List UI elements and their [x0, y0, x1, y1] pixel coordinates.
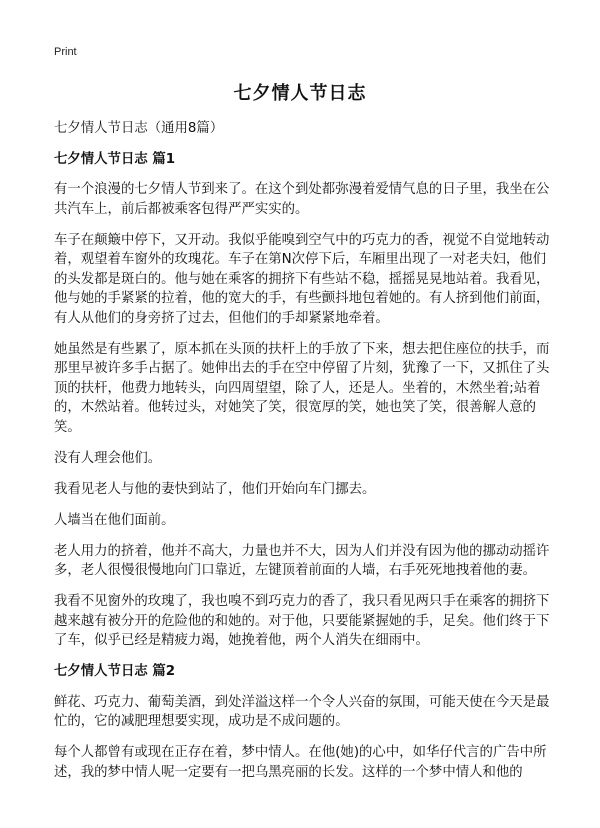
paragraph: 车子在颠簸中停下，又开动。我似乎能嗅到空气中的巧克力的香，视觉不自觉地转动着，观望着车窗外的玫瑰花。车子在第N次停下后，车厢里出现了一对老夫妇，他们的头发都是斑白的。他与她在乘客的拥挤下有些站不稳，摇摇晃晃地站着。我看见，他与她的手紧紧的拉着，他的宽大的手，有些颤抖地包着她的。有人挤到他们前面，有人从他们的身旁挤了过去，但他们的手却紧紧地牵着。 [54, 232, 550, 326]
paragraph: 我看见老人与他的妻快到站了，他们开始向车门挪去。 [54, 481, 376, 497]
print-label: Print [54, 46, 77, 58]
paragraph: 没有人理会他们。 [54, 450, 162, 466]
paragraph: 老人用力的挤着，他并不高大，力量也并不大，因为人们并没有因为他的挪动动摇许多，老人很慢很慢地向门口靠近，左键顶着前面的人墙，右手死死地拽着他的妻。 [54, 543, 550, 578]
document-subtitle: 七夕情人节日志（通用8篇） [54, 121, 224, 136]
paragraph: 有一个浪漫的七夕情人节到来了。在这个到处都弥漫着爱情气息的日子里，我坐在公共汽车上，前后都被乘客包得严严实实的。 [54, 182, 550, 217]
paragraph: 她虽然是有些累了，原本抓在头顶的扶杆上的手放了下来，想去把住座位的扶手，而那里早被许多手占据了。她伸出去的手在空中停留了片刻，犹豫了一下，又抓住了头顶的扶杆，他费力地转头，向四周望望，除了人，还是人。坐着的，木然坐着;站着的，木然站着。他转过头，对她笑了笑，很宽厚的笑，她也笑了笑，很善解人意的笑。 [54, 341, 550, 435]
paragraph: 每个人都曾有或现在正存在着，梦中情人。在他(她)的心中，如华仔代言的广告中所述，我的梦中情人呢一定要有一把乌黑亮丽的长发。这样的一个梦中情人和他的 [54, 745, 547, 780]
section-heading: 七夕情人节日志 篇2 [54, 664, 176, 679]
document-body [54, 119, 550, 794]
paragraph: 人墙当在他们面前。 [54, 512, 175, 528]
paragraph: 鲜花、巧克力、葡萄美酒，到处洋溢这样一个令人兴奋的氛围，可能天使在今天是最忙的，它的减肥理想要实现，成功是不成问题的。 [54, 694, 550, 729]
document-title: 七夕情人节日志 [233, 83, 367, 104]
paragraph: 我看不见窗外的玫瑰了，我也嗅不到巧克力的香了，我只看见两只手在乘客的拥挤下越来越有被分开的危险他的和她的。对于他，只要能紧握她的手，足矣。他们终于下了车，似乎已经是精疲力竭，她挽着他，两个人消失在细雨中。 [54, 594, 550, 648]
section-heading: 七夕情人节日志 篇1 [54, 151, 176, 167]
